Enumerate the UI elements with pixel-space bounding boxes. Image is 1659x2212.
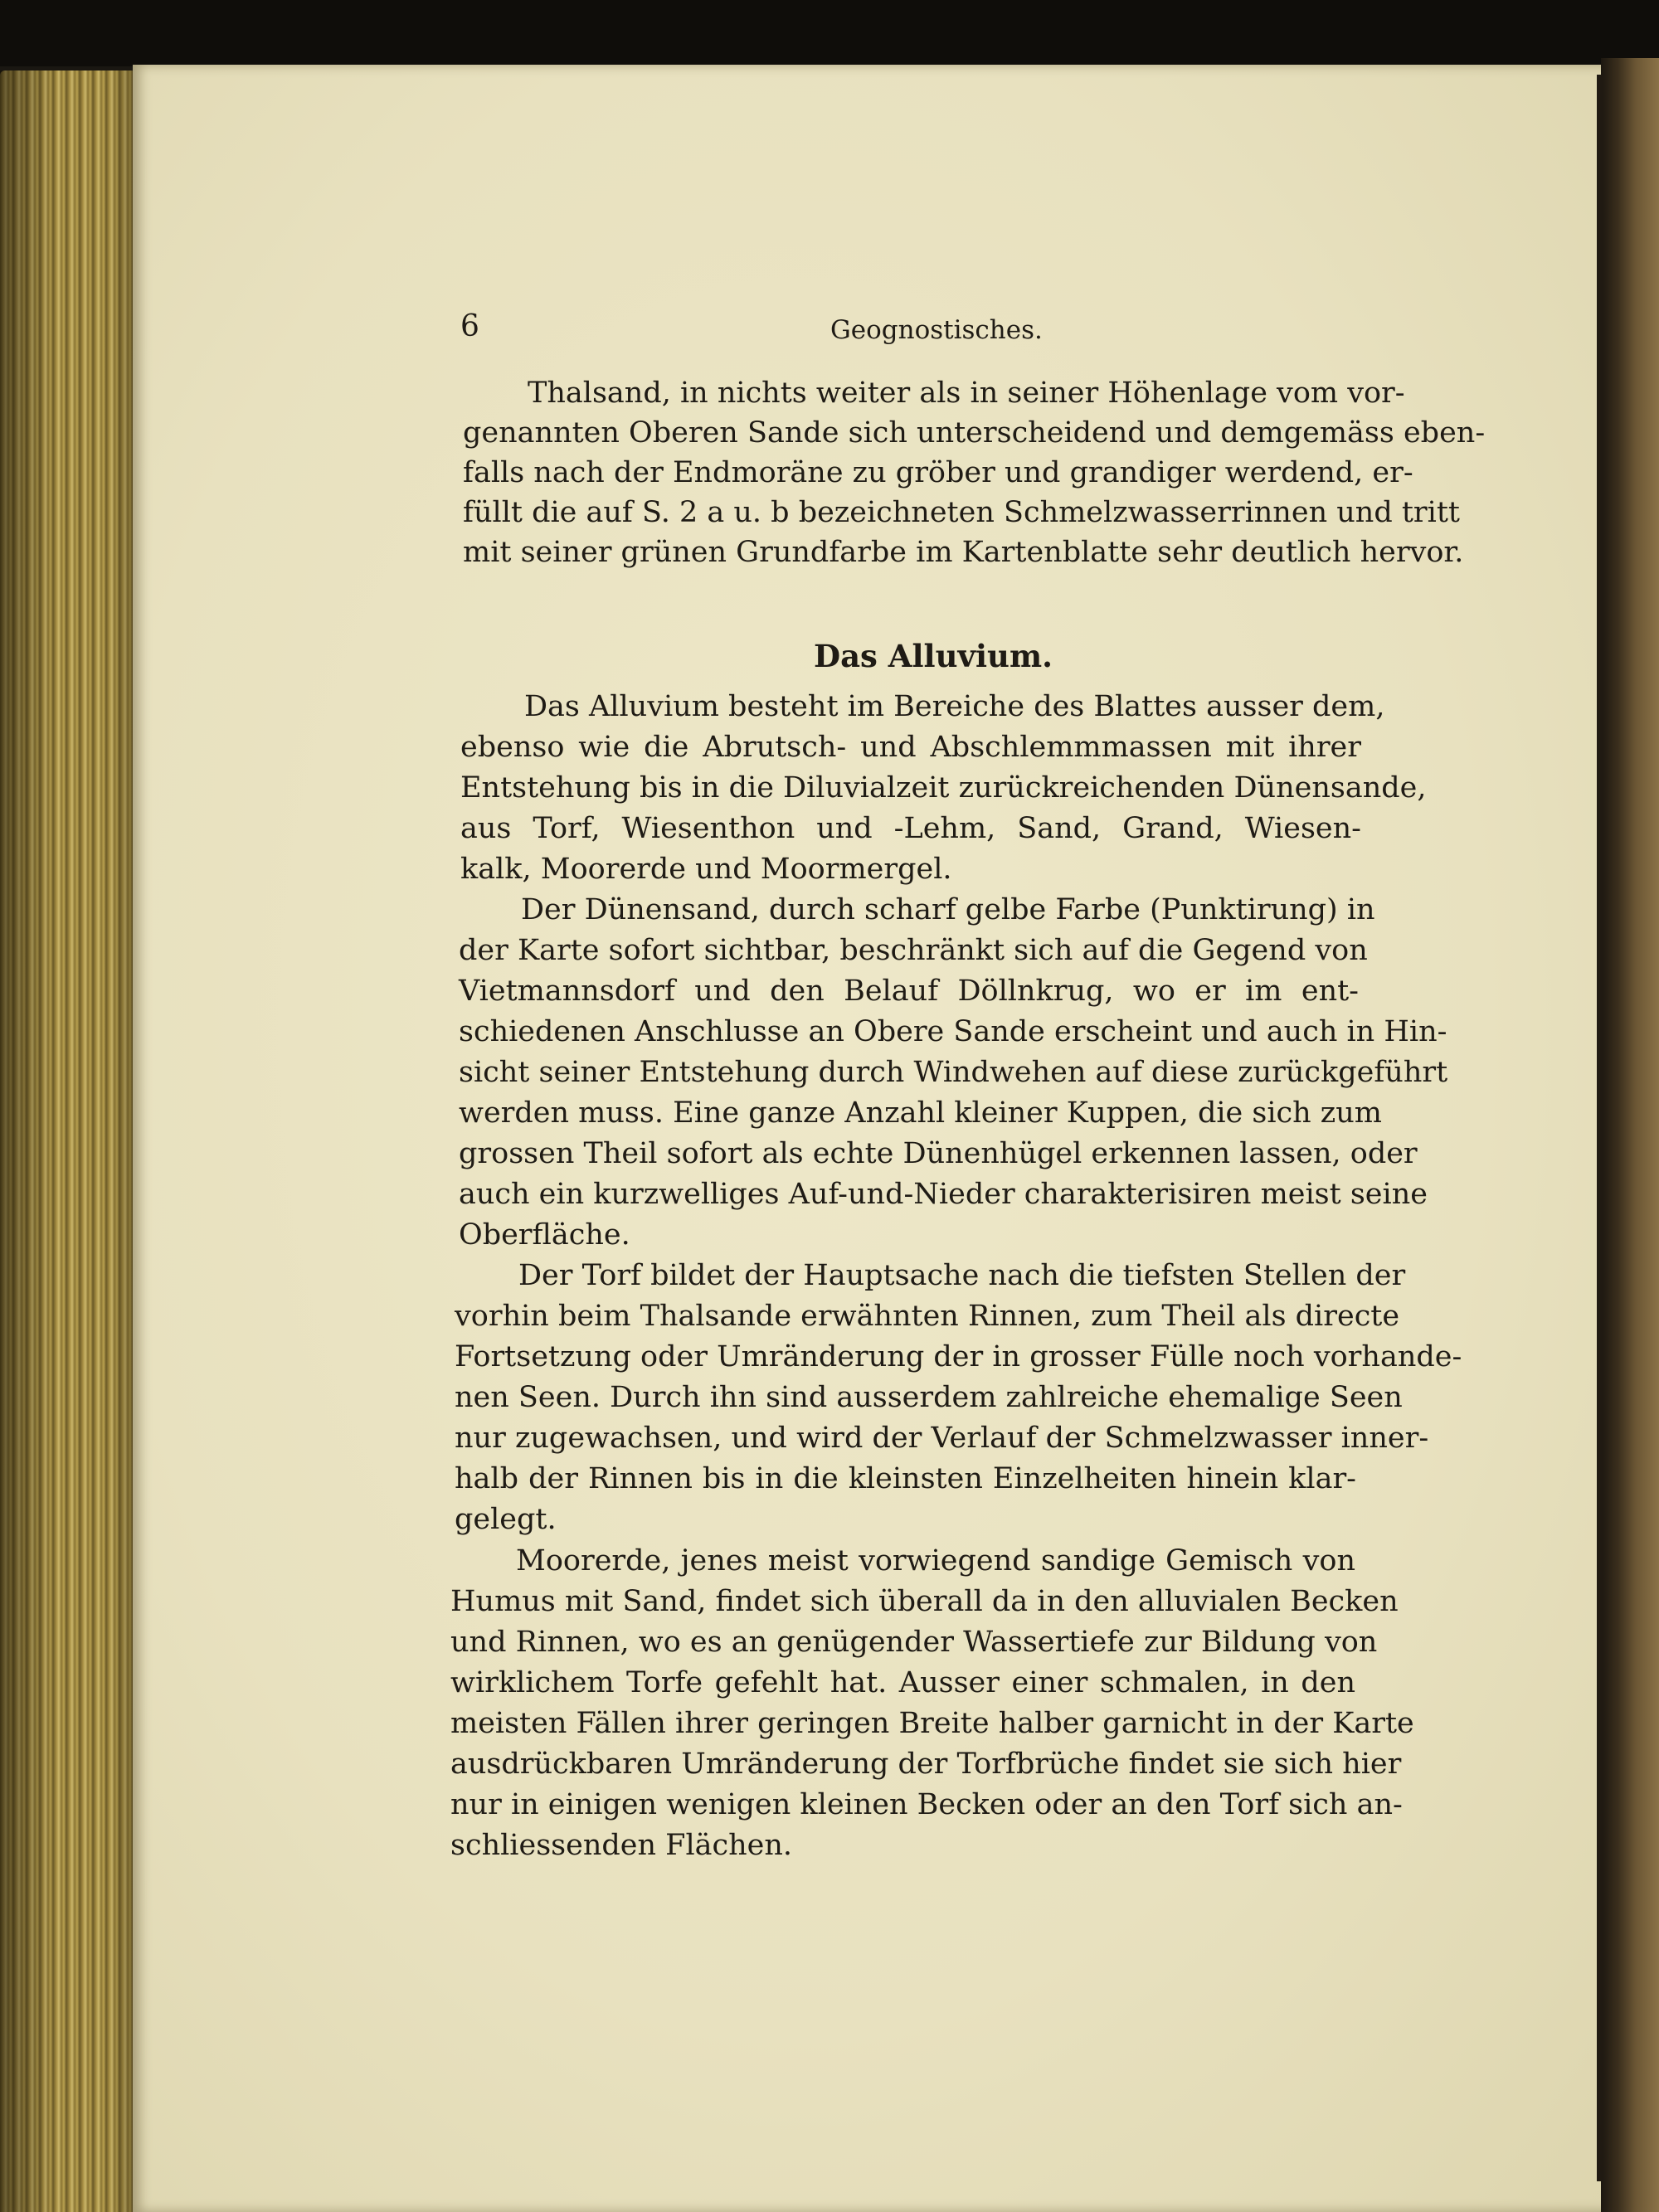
text-line: halb der Rinnen bis in die kleinsten Einzelheiten hinein klar- — [455, 1462, 1356, 1495]
text-line: falls nach der Endmoräne zu gröber und grandiger werdend, er- — [463, 456, 1413, 489]
text-line: kalk, Moorerde und Moormergel. — [460, 853, 952, 886]
text-line: grossen Theil sofort als echte Dünenhügel erkennen lassen, oder — [459, 1137, 1418, 1170]
text-line: der Karte sofort sichtbar, beschränkt sich auf die Gegend von — [459, 934, 1368, 967]
text-line: sicht seiner Entstehung durch Windwehen auf diese zurückgeführt — [459, 1056, 1448, 1089]
text-line: füllt die auf S. 2 a u. b bezeichneten Schmelzwasserrinnen und tritt — [463, 496, 1460, 529]
text-line: nur in einigen wenigen kleinen Becken oder an den Torf sich an- — [450, 1788, 1403, 1821]
text-line: Vietmannsdorf und den Belauf Döllnkrug, wo er im ent- — [459, 975, 1359, 1008]
text-line: nur zugewachsen, und wird der Verlauf der Schmelzwasser inner- — [455, 1422, 1429, 1455]
text-line: Das Alluvium besteht im Bereiche des Blattes ausser dem, — [524, 690, 1385, 723]
text-line: und Rinnen, wo es an genügender Wassertiefe zur Bildung von — [450, 1626, 1378, 1659]
text-line: ausdrückbaren Umränderung der Torfbrüche findet sie sich hier — [450, 1748, 1402, 1781]
text-line: ebenso wie die Abrutsch- und Abschlemmmassen mit ihrer — [460, 731, 1361, 764]
text-line: Der Torf bildet der Hauptsache nach die tiefsten Stellen der — [518, 1259, 1406, 1292]
text-line: gelegt. — [455, 1503, 557, 1536]
text-line: vorhin beim Thalsande erwähnten Rinnen, zum Theil als directe — [455, 1300, 1400, 1333]
text-line: werden muss. Eine ganze Anzahl kleiner Kuppen, die sich zum — [459, 1096, 1382, 1130]
text-line: meisten Fällen ihrer geringen Breite halber garnicht in der Karte — [450, 1707, 1414, 1740]
text-line: Humus mit Sand, findet sich überall da in den alluvialen Becken — [450, 1585, 1399, 1618]
text-line: schiedenen Anschlusse an Obere Sande erscheint und auch in Hin- — [459, 1015, 1447, 1048]
running-title: Geognostisches. — [830, 315, 1043, 345]
text-line: Moorerde, jenes meist vorwiegend sandige Gemisch von — [516, 1544, 1355, 1578]
page-number: 6 — [460, 309, 479, 343]
text-line: wirklichem Torfe gefehlt hat. Ausser einer schmalen, in den — [450, 1666, 1355, 1699]
text-line: Entstehung bis in die Diluvialzeit zurückreichenden Dünensande, — [460, 771, 1427, 805]
text-line: genannten Oberen Sande sich unterscheidend und demgemäss eben- — [463, 416, 1486, 450]
section-heading: Das Alluvium. — [814, 638, 1053, 674]
text-line: Oberfläche. — [459, 1218, 630, 1252]
text-line: Thalsand, in nichts weiter als in seiner Höhenlage vom vor- — [528, 377, 1405, 410]
text-line: Fortsetzung oder Umränderung der in grosser Fülle noch vorhande- — [455, 1340, 1462, 1373]
text-line: schliessenden Flächen. — [450, 1829, 793, 1862]
text-line: nen Seen. Durch ihn sind ausserdem zahlreiche ehemalige Seen — [455, 1381, 1403, 1414]
text-line: aus Torf, Wiesenthon und -Lehm, Sand, Grand, Wiesen- — [460, 812, 1361, 845]
text-line: mit seiner grünen Grundfarbe im Kartenblatte sehr deutlich hervor. — [463, 536, 1464, 569]
text-line: Der Dünensand, durch scharf gelbe Farbe (Punktirung) in — [521, 893, 1375, 926]
text-line: auch ein kurzwelliges Auf-und-Nieder charakterisiren meist seine — [459, 1178, 1428, 1211]
